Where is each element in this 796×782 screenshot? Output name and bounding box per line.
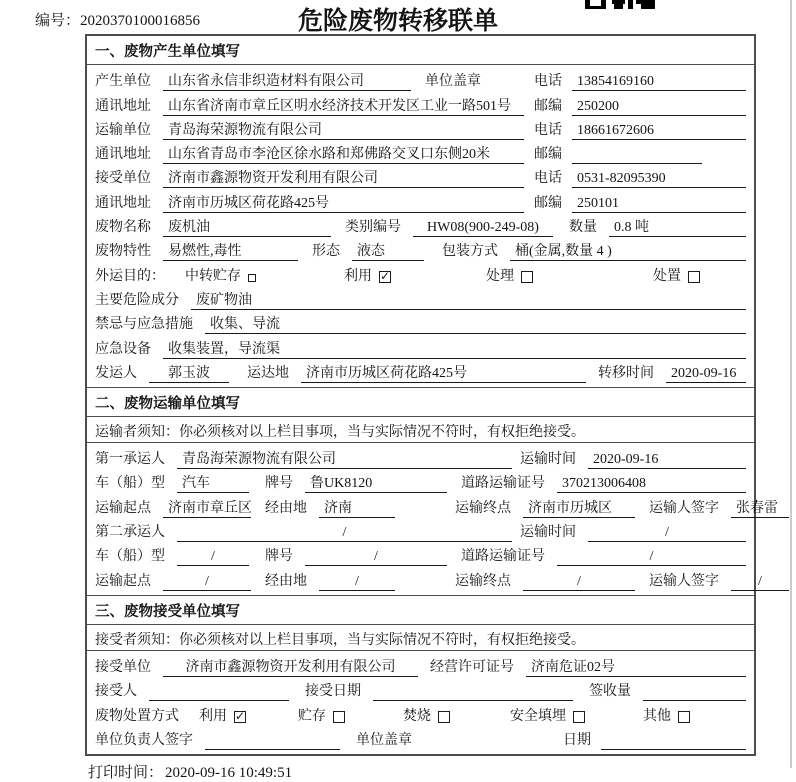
transfer-time-label: 转移时间 — [598, 365, 654, 381]
page-title: 危险废物转移联单 — [297, 8, 498, 35]
producer-address-value: 山东省济南市章丘区明水经济技术开发区工业一路501号 — [163, 97, 524, 116]
checkbox-r-utilize — [234, 711, 246, 723]
transporter-phone-value: 18661672606 — [572, 121, 746, 140]
transfer-purpose-label: 外运目的： — [95, 268, 165, 284]
transport-time-2-value: / — [588, 523, 746, 542]
accept-unit-label: 接受单位 — [95, 659, 151, 675]
acceptor-value — [149, 682, 289, 701]
transporter-address-label: 通讯地址 — [95, 147, 151, 163]
producer-unit-label: 产生单位 — [95, 74, 151, 90]
checkbox-r-incinerate — [438, 711, 450, 723]
carrier-sign-value: 张春雷 — [731, 499, 789, 518]
receiver-zip-value: 250101 — [572, 194, 746, 213]
plate-value: 鲁UK8120 — [305, 474, 447, 493]
checkbox-r-storage — [333, 711, 345, 723]
transporter-address-value: 山东省青岛市李沧区徐水路和郑佛路交叉口东侧20米 — [163, 145, 524, 164]
taboo-measures-value: 收集、导流 — [205, 315, 746, 334]
accept-date-label: 接受日期 — [305, 684, 361, 700]
serial-value: 2020370100016856 — [80, 13, 201, 29]
road-cert-label: 道路运输证号 — [461, 476, 545, 492]
accept-date-value — [373, 682, 573, 701]
transporter-zip-label: 邮编 — [534, 147, 562, 163]
hazard-components-value: 废矿物油 — [191, 291, 746, 310]
section-3-body — [87, 651, 754, 754]
section-2-header: 二、废物运输单位填写 — [87, 387, 754, 417]
vehicle-type-label: 车（船）型 — [95, 476, 165, 492]
section-1-body — [87, 65, 754, 387]
carrier-sign-2-label: 运输人签字 — [649, 573, 719, 589]
print-time — [88, 761, 796, 782]
producer-phone-value: 13854169160 — [572, 72, 746, 91]
date-label: 日期 — [563, 732, 591, 748]
field-taboo-measures — [95, 310, 746, 334]
receiver-notice: 接受者须知：你必须核对以上栏目事项，当与实际情况不符时，有权拒绝接受。 — [87, 625, 754, 651]
route-end-value: 济南市历城区 — [523, 499, 635, 518]
transporter-unit-label2: 运输单位 — [95, 122, 151, 138]
destination-label: 运达地 — [247, 365, 289, 381]
waste-code-value: HW08(900-249-08) — [413, 218, 553, 237]
disposal-utilize-label: 利用 — [199, 708, 227, 724]
signed-qty-label: 签收量 — [589, 684, 631, 700]
transfer-form-table — [85, 34, 778, 756]
route-end-2-label: 运输终点 — [455, 573, 511, 589]
producer-zip-label: 邮编 — [534, 98, 562, 114]
carrier-sign-2-value: / — [731, 572, 789, 591]
permit-value: 济南危证02号 — [526, 658, 746, 677]
transporter-zip-value — [572, 145, 702, 164]
print-time-label: 打印时间： — [88, 764, 164, 781]
producer-zip-value: 250200 — [572, 97, 746, 116]
field-vehicle-1 — [95, 469, 746, 493]
plate-label: 牌号 — [265, 476, 293, 492]
route-via-2-value: / — [319, 572, 395, 591]
field-route-1 — [95, 493, 778, 517]
emergency-equipment-label: 应急设备 — [95, 341, 151, 357]
road-cert-2-value: / — [557, 547, 746, 566]
field-sender — [95, 359, 746, 383]
signed-qty-value — [643, 682, 746, 701]
field-waste-name — [95, 213, 746, 237]
checkbox-r-other — [678, 711, 690, 723]
vehicle-type-2-value: / — [177, 547, 249, 566]
route-end-label: 运输终点 — [455, 500, 511, 516]
route-via-label: 经由地 — [265, 500, 307, 516]
section-1-header: 一、废物产生单位填写 — [87, 36, 754, 65]
waste-name-label: 废物名称 — [95, 220, 151, 236]
field-producer-address — [95, 91, 746, 115]
field-route-2 — [95, 566, 762, 590]
transfer-time-value: 2020-09-16 — [666, 364, 746, 383]
waste-form-label: 形态 — [312, 244, 340, 260]
receiver-phone-label: 电话 — [534, 171, 562, 187]
purpose-utilize-label: 利用 — [344, 268, 372, 284]
checkbox-transfer-storage — [248, 274, 256, 282]
disposal-landfill-label: 安全填埋 — [510, 708, 566, 724]
section-2-body — [87, 443, 778, 595]
sender-value: 郭玉波 — [149, 364, 229, 383]
transport-time-label: 运输时间 — [520, 452, 576, 468]
receiver-address-label: 通讯地址 — [95, 195, 151, 211]
first-carrier-label: 第一承运人 — [95, 452, 165, 468]
field-waste-properties — [95, 237, 746, 261]
field-disposal-method — [95, 701, 746, 725]
disposal-other-label: 其他 — [643, 708, 671, 724]
section-3-header: 三、废物接受单位填写 — [87, 595, 754, 625]
field-hazard-components — [95, 286, 746, 310]
transporter-unit-value: 青岛海荣源物流有限公司 — [163, 121, 524, 140]
purpose-transfer-storage-label: 中转贮存 — [185, 268, 241, 284]
route-via-value: 济南 — [319, 499, 395, 518]
unit-stamp-label: 单位盖章 — [425, 74, 481, 90]
receiver-unit-value: 济南市鑫源物资开发利用有限公司 — [163, 169, 524, 188]
producer-address-label: 通讯地址 — [95, 98, 151, 114]
route-via-2-label: 经由地 — [265, 573, 307, 589]
field-responsible-signature — [95, 726, 746, 750]
qr-code-fragment-icon — [585, 0, 655, 9]
field-receiver-address — [95, 188, 746, 212]
waste-qty-value: 0.8 吨 — [609, 218, 746, 237]
road-cert-value: 370213006408 — [557, 474, 746, 493]
disposal-method-label: 废物处置方式 — [95, 708, 179, 724]
purpose-dispose-label: 处置 — [653, 268, 681, 284]
waste-properties-value: 易燃性,毒性 — [163, 242, 298, 261]
second-carrier-label: 第二承运人 — [95, 525, 165, 541]
field-second-carrier — [95, 518, 746, 542]
date-value — [601, 731, 746, 750]
checkbox-dispose — [688, 271, 700, 283]
field-transfer-purpose — [95, 261, 746, 285]
form-header — [0, 0, 796, 34]
purpose-treat-label: 处理 — [486, 268, 514, 284]
producer-unit-value: 山东省永信非织造材料有限公司 — [163, 72, 411, 91]
checkbox-utilize — [379, 271, 391, 283]
transporter-notice: 运输者须知：你必须核对以上栏目事项，当与实际情况不符时，有权拒绝接受。 — [87, 417, 754, 443]
receiver-zip-label: 邮编 — [534, 195, 562, 211]
waste-qty-label: 数量 — [569, 220, 597, 236]
responsible-sign-value — [205, 731, 340, 750]
field-acceptor — [95, 677, 746, 701]
route-start-label: 运输起点 — [95, 500, 151, 516]
vehicle-type-value: 汽车 — [177, 474, 249, 493]
vehicle-type-2-label: 车（船）型 — [95, 549, 165, 565]
serial-label: 编号： — [35, 13, 81, 29]
destination-value: 济南市历城区荷花路425号 — [301, 364, 586, 383]
checkbox-treat — [521, 271, 533, 283]
waste-form-value: 液态 — [352, 242, 424, 261]
road-cert-2-label: 道路运输证号 — [461, 549, 545, 565]
receiver-phone-value: 0531-82095390 — [572, 169, 746, 188]
sender-label: 发运人 — [95, 365, 137, 381]
disposal-incinerate-label: 焚烧 — [403, 708, 431, 724]
packing-label: 包装方式 — [442, 244, 498, 260]
route-end-2-value: / — [523, 572, 635, 591]
second-carrier-value: / — [177, 523, 512, 542]
plate-2-value: / — [305, 547, 447, 566]
field-transporter-unit — [95, 116, 746, 140]
field-transporter-address — [95, 140, 746, 164]
emergency-equipment-value: 收集装置，导流渠 — [163, 340, 746, 359]
packing-value: 桶(金属,数量 4 ) — [510, 242, 746, 261]
transport-time-value: 2020-09-16 — [588, 450, 746, 469]
waste-name-value: 废机油 — [163, 218, 331, 237]
waste-properties-label: 废物特性 — [95, 244, 151, 260]
field-first-carrier — [95, 445, 746, 469]
field-producer-unit — [95, 67, 746, 91]
print-time-value: 2020-09-16 10:49:51 — [165, 764, 293, 781]
carrier-sign-label: 运输人签字 — [649, 500, 719, 516]
field-receiver-unit — [95, 164, 746, 188]
disposal-storage-label: 贮存 — [298, 708, 326, 724]
receiver-unit-label: 接受单位 — [95, 171, 151, 187]
first-carrier-value: 青岛海荣源物流有限公司 — [177, 450, 512, 469]
permit-label: 经营许可证号 — [430, 659, 514, 675]
unit-stamp-2-label: 单位盖章 — [356, 732, 412, 748]
field-accept-unit — [95, 653, 746, 677]
field-vehicle-2 — [95, 542, 746, 566]
waste-code-label: 类别编号 — [345, 220, 401, 236]
route-start-2-value: / — [163, 572, 251, 591]
route-start-value: 济南市章丘区 — [163, 499, 251, 518]
hazard-components-label: 主要危险成分 — [95, 292, 179, 308]
field-emergency-equipment — [95, 334, 746, 358]
transport-time-2-label: 运输时间 — [520, 525, 576, 541]
producer-phone-label: 电话 — [534, 74, 562, 90]
scan-page-edge — [790, 0, 792, 768]
checkbox-r-landfill — [573, 711, 585, 723]
route-start-2-label: 运输起点 — [95, 573, 151, 589]
accept-unit-value: 济南市鑫源物资开发利用有限公司 — [163, 658, 418, 677]
responsible-sign-label: 单位负责人签字 — [95, 732, 193, 748]
acceptor-label: 接受人 — [95, 684, 137, 700]
transporter-phone-label: 电话 — [534, 122, 562, 138]
receiver-address-value: 济南市历城区荷花路425号 — [163, 194, 524, 213]
plate-2-label: 牌号 — [265, 549, 293, 565]
taboo-measures-label: 禁忌与应急措施 — [95, 317, 193, 333]
